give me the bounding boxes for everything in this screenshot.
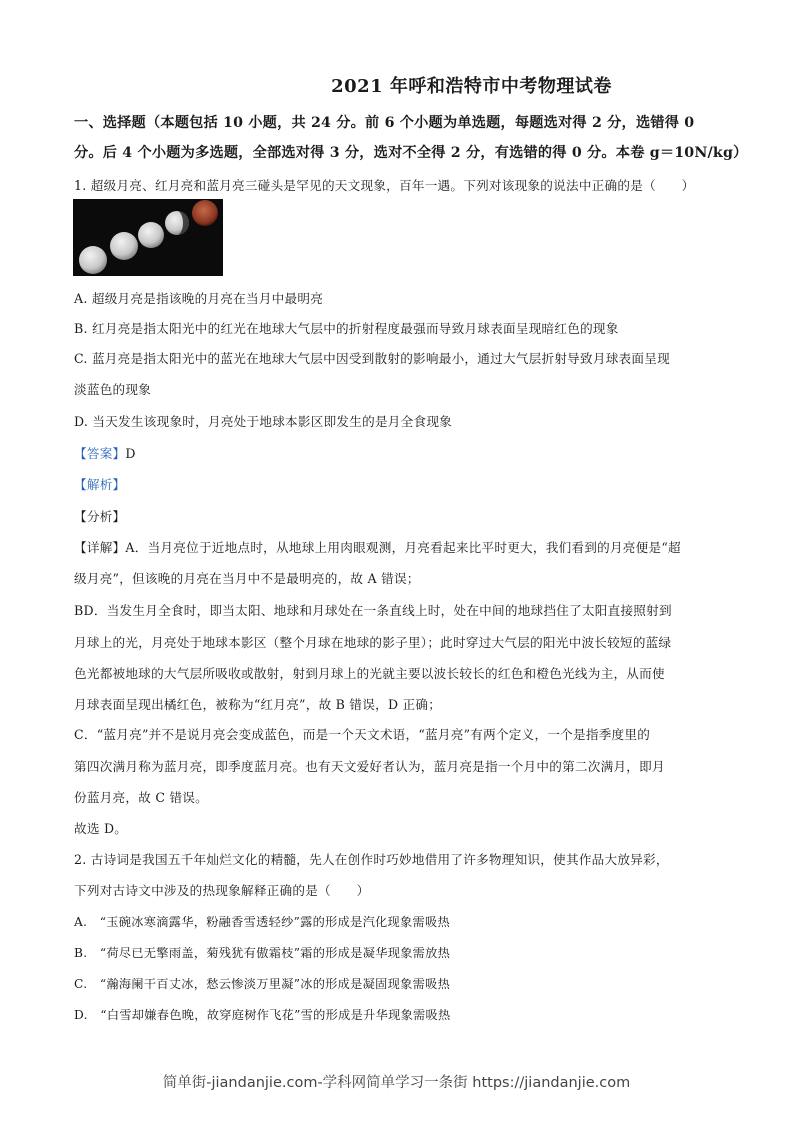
q1-stem: 1. 超级月亮、红月亮和蓝月亮三碰头是罕见的天文现象，百年一遇。下列对该现象的说法中正确的是（ ） (74, 178, 695, 193)
answer-line (74, 443, 136, 462)
moon-3 (138, 222, 164, 248)
fenxi-tag: 【分析】 (74, 509, 126, 524)
answer-tag: 【答案】 (74, 446, 126, 461)
detail-line-5: 色光都被地球的大气层所吸收或散射，射到月球上的光就主要以波长较长的红色和橙色光线为主，从而使 (74, 666, 665, 681)
analysis-tag: 【解析】 (74, 477, 126, 492)
q1-option-a: A. 超级月亮是指该晚的月亮在当月中最明亮 (74, 291, 324, 306)
page-title: 2021 年呼和浩特市中考物理试卷 (331, 76, 612, 97)
q2-option-d: D. “白雪却嫌春色晚，故穿庭树作飞花”雪的形成是升华现象需吸热 (74, 1008, 451, 1022)
moon-5-red (192, 200, 218, 226)
q2-option-c: C. “瀚海阑干百丈冰，愁云惨淡万里凝”冰的形成是凝固现象需吸热 (74, 977, 451, 991)
detail-line-2: 级月亮”，但该晚的月亮在当月中不是最明亮的，故 A 错误； (74, 571, 420, 586)
detail-text-1: A．当月亮位于近地点时，从地球上用肉眼观测，月亮看起来比平时更大，我们看到的月亮便是“超 (125, 540, 681, 555)
answer-value: D (125, 446, 136, 461)
q1-option-d: D. 当天发生该现象时，月亮处于地球本影区即发生的是月全食现象 (74, 414, 453, 429)
moon-1 (79, 246, 107, 274)
detail-tag: 【详解】 (74, 540, 126, 555)
q1-option-c-line1: C. 蓝月亮是指太阳光中的蓝光在地球大气层中因受到散射的影响最小，通过大气层折射导致月球表面呈现 (74, 351, 670, 366)
detail-line-7: C．“蓝月亮”并不是说月亮会变成蓝色，而是一个天文术语，“蓝月亮”有两个定义，一个是指季度里的 (74, 727, 651, 742)
detail-line-1 (74, 537, 681, 556)
q1-option-c-line2: 淡蓝色的现象 (74, 382, 152, 397)
detail-line-4: 月球上的光，月亮处于地球本影区（整个月球在地球的影子里）；此时穿过大气层的阳光中波长较短的蓝绿 (74, 635, 672, 650)
detail-line-8: 第四次满月称为蓝月亮，即季度蓝月亮。也有天文爱好者认为，蓝月亮是指一个月中的第二次满月，即月 (74, 759, 665, 774)
moon-2 (110, 232, 138, 260)
q2-stem-line2: 下列对古诗文中涉及的热现象解释正确的是（ ） (74, 883, 370, 898)
detail-line-10: 故选 D。 (74, 821, 128, 836)
footer-watermark: 简单街-jiandanjie.com-学科网简单学习一条街 https://jiandanjie.com (162, 1075, 631, 1091)
section-heading-line2: 分。后 4 个小题为多选题，全部选对得 3 分，选对不全得 2 分，有选错的得 0 分。本卷 g＝10N/kg） (74, 145, 748, 161)
lunar-phases-image (73, 199, 223, 276)
q2-stem-line1: 2. 古诗词是我国五千年灿烂文化的精髓，先人在创作时巧妙地借用了许多物理知识，使其作品大放异彩， (74, 852, 669, 867)
section-heading-line1: 一、选择题（本题包括 10 小题，共 24 分。前 6 个小题为单选题，每题选对得 2 分，选错得 0 (74, 115, 695, 131)
detail-line-3: BD．当发生月全食时，即当太阳、地球和月球处在一条直线上时，处在中间的地球挡住了太阳直接照射到 (74, 603, 672, 618)
detail-line-6: 月球表面呈现出橘红色，被称为“红月亮”，故 B 错误，D 正确； (74, 697, 442, 712)
q2-option-a: A. “玉碗冰寒滴露华，粉融香雪透轻纱”露的形成是汽化现象需吸热 (74, 915, 450, 929)
q1-option-b: B. 红月亮是指太阳光中的红光在地球大气层中的折射程度最强而导致月球表面呈现暗红色的现象 (74, 321, 619, 336)
detail-line-9: 份蓝月亮，故 C 错误。 (74, 790, 208, 805)
q2-option-b: B. “荷尽已无擎雨盖，菊残犹有傲霜枝”霜的形成是凝华现象需放热 (74, 946, 451, 960)
